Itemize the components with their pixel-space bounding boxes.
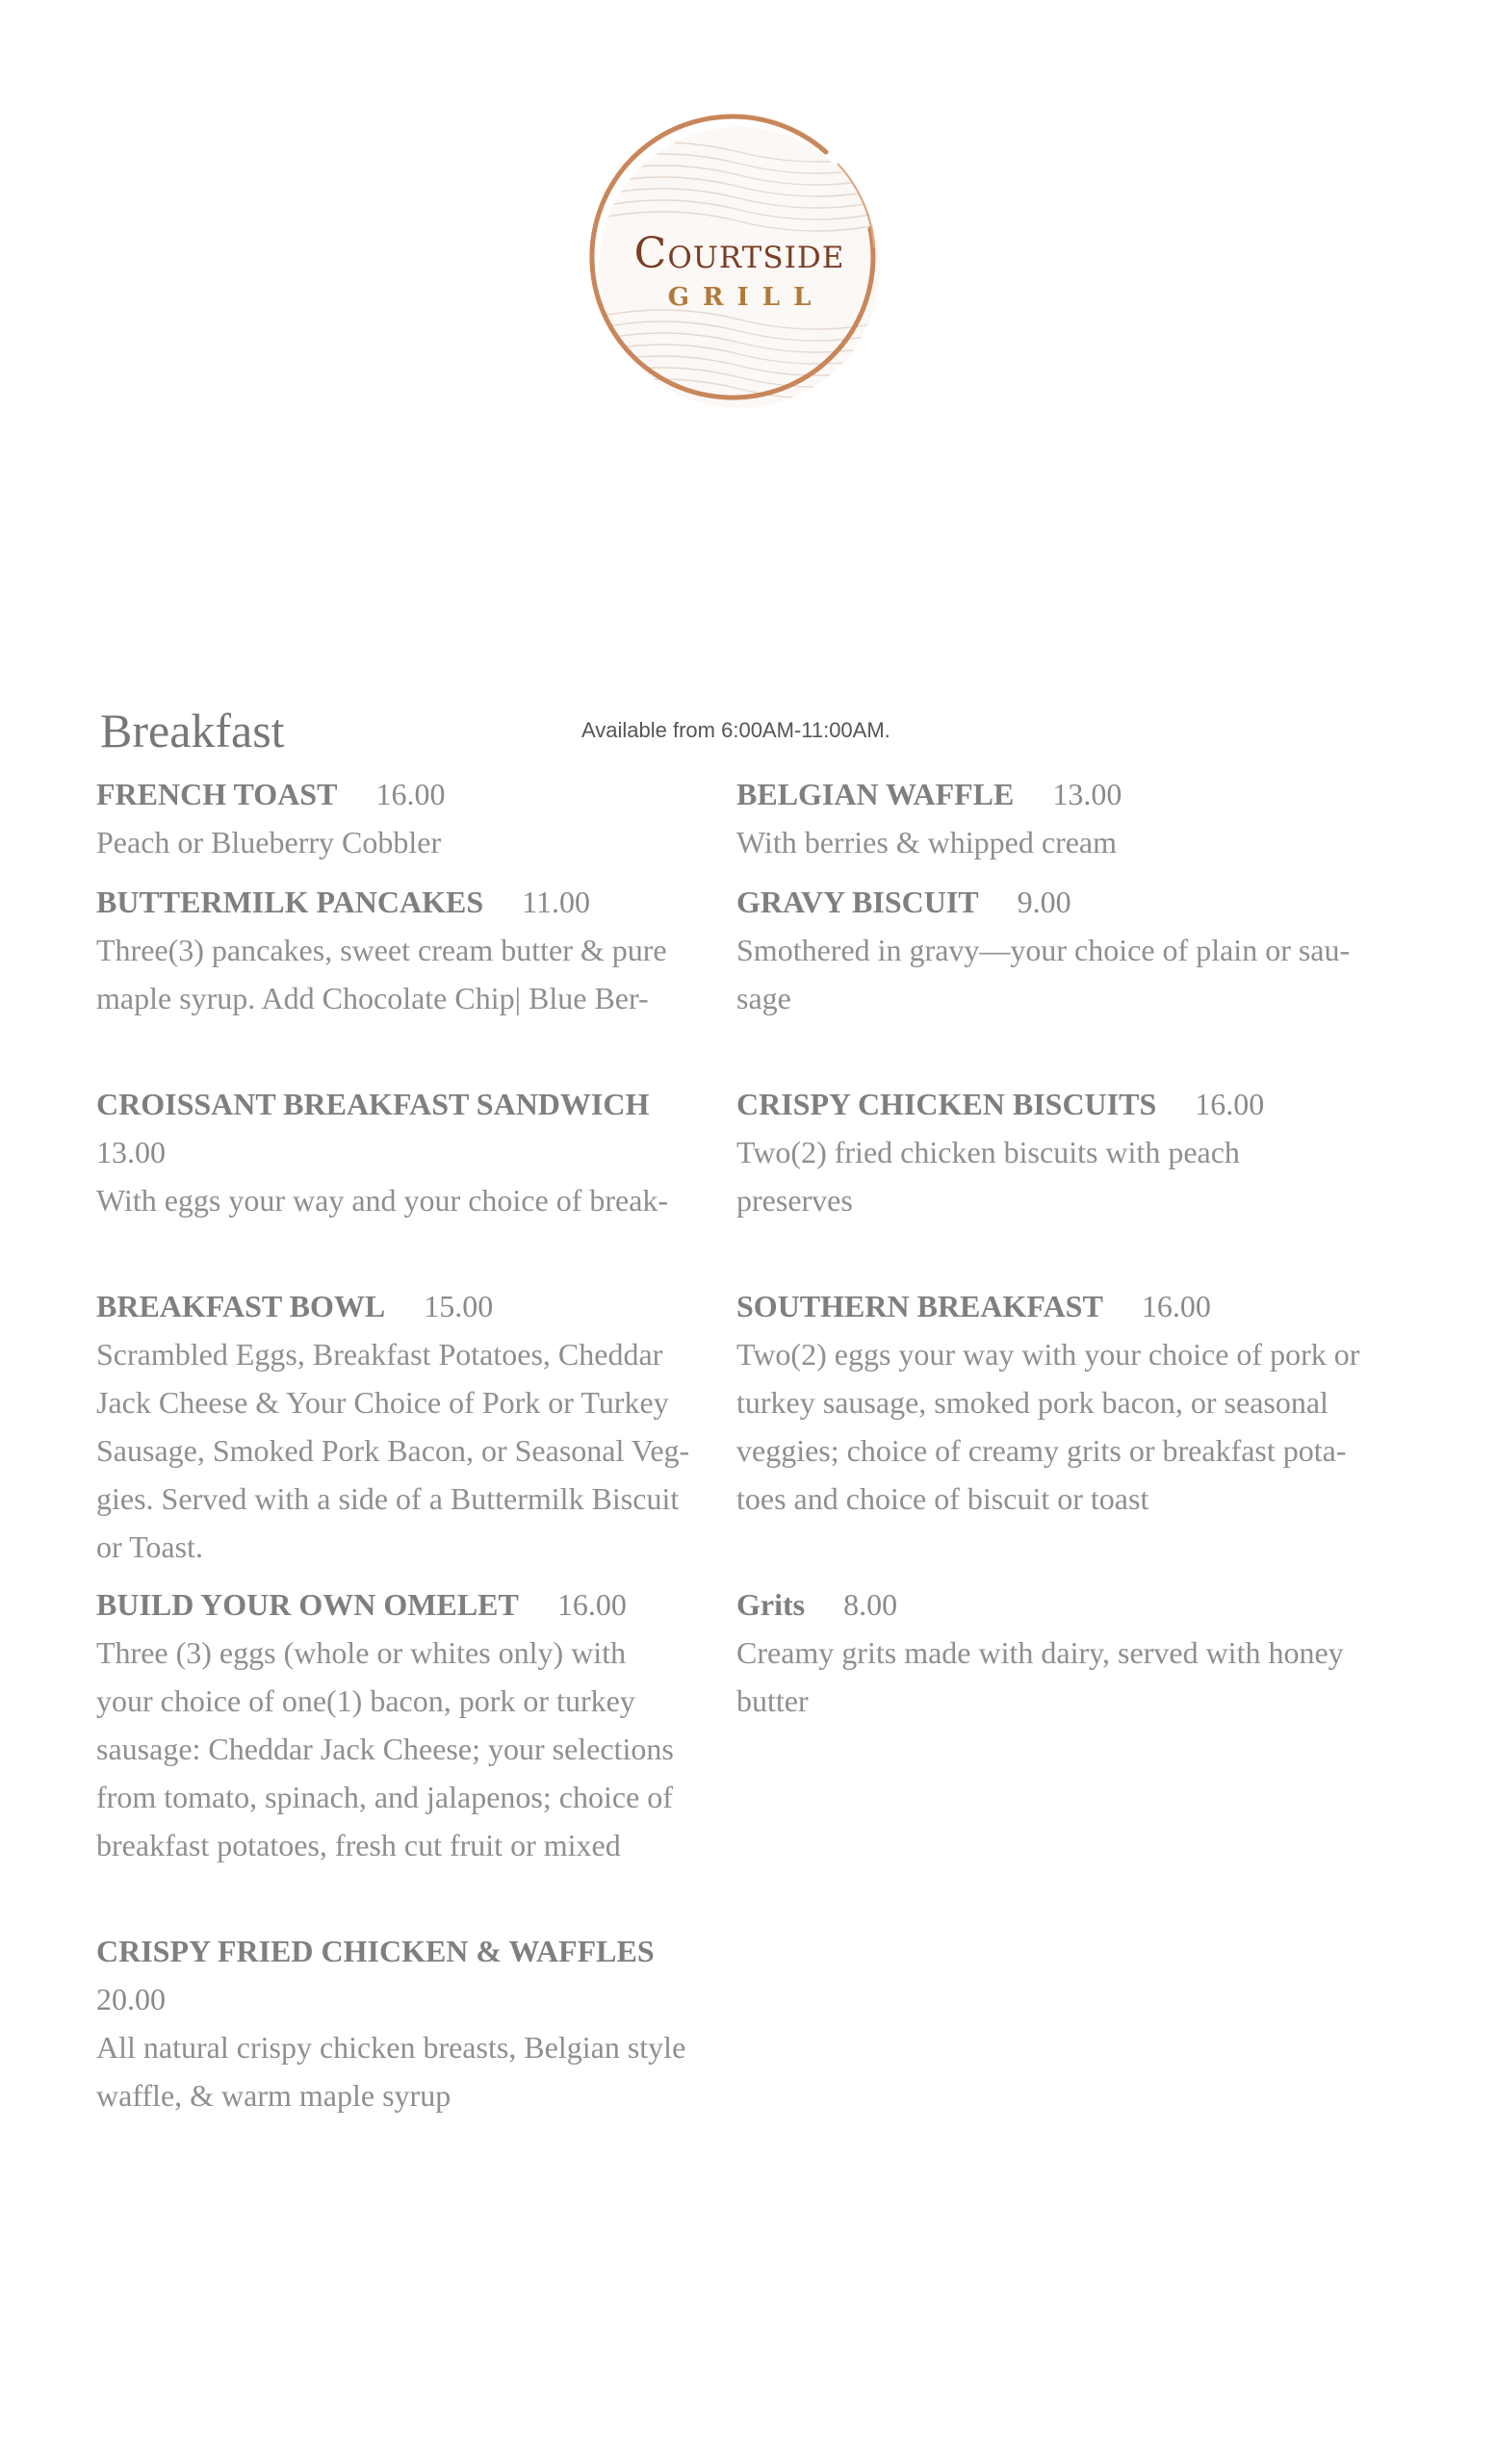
item-price: 11.00 — [522, 885, 590, 919]
restaurant-logo — [585, 114, 893, 422]
item-name: CRISPY CHICKEN BISCUITS — [736, 1087, 1157, 1121]
item-description: With berries & whipped cream — [736, 825, 1118, 860]
item-description-line: maple syrup. Add Chocolate Chip| Blue Ber- — [96, 981, 649, 1015]
item-price: 16.00 — [375, 777, 446, 811]
item-price: 16.00 — [1195, 1087, 1265, 1121]
item-description-line: gies. Served with a side of a Buttermilk Biscuit — [96, 1481, 680, 1516]
menu-item-southern-breakfast — [736, 1282, 1410, 1523]
item-description-line: All natural crispy chicken breasts, Belgian style — [96, 2030, 686, 2065]
item-name: Grits — [736, 1587, 806, 1622]
item-description-line: butter — [736, 1683, 809, 1718]
item-price: 16.00 — [556, 1587, 627, 1622]
item-description-line: Scrambled Eggs, Breakfast Potatoes, Cheddar — [96, 1337, 663, 1372]
item-name: BREAKFAST BOWL — [96, 1289, 386, 1323]
item-description-line: sage — [736, 981, 791, 1015]
item-description-line: Three (3) eggs (whole or whites only) with — [96, 1635, 627, 1670]
menu-item-gravy-biscuit — [736, 878, 1410, 1022]
item-description-line: Two(2) eggs your way with your choice of pork or — [736, 1337, 1360, 1372]
item-description: With eggs your way and your choice of break- — [96, 1183, 669, 1218]
menu-item-belgian-waffle — [736, 770, 1410, 866]
item-description-line: Smothered in gravy—your choice of plain or sau- — [736, 933, 1351, 967]
item-description-line: turkey sausage, smoked pork bacon, or seasonal — [736, 1385, 1328, 1420]
item-name: BUTTERMILK PANCAKES — [96, 885, 484, 919]
item-description-line: sausage: Cheddar Jack Cheese; your selections — [96, 1732, 674, 1766]
section-title: Breakfast — [100, 704, 285, 757]
menu-item-chicken-waffles — [96, 1927, 732, 2119]
menu-item-breakfast-bowl — [96, 1282, 732, 1571]
item-name: BUILD YOUR OWN OMELET — [96, 1587, 519, 1622]
menu-item-build-omelet — [96, 1580, 732, 1869]
item-description-line: Jack Cheese & Your Choice of Pork or Turkey — [96, 1385, 669, 1420]
item-price: 20.00 — [96, 1982, 166, 2016]
item-description-line: veggies; choice of creamy grits or breakfast pota- — [736, 1433, 1347, 1468]
item-name: CRISPY FRIED CHICKEN & WAFFLES — [96, 1934, 655, 1968]
item-description-line: Creamy grits made with dairy, served with honey — [736, 1635, 1344, 1670]
logo-subtitle: GRILL — [667, 283, 825, 312]
item-name: SOUTHERN BREAKFAST — [736, 1289, 1103, 1323]
menu-item-chicken-biscuits — [736, 1080, 1410, 1224]
item-description-line: toes and choice of biscuit or toast — [736, 1481, 1149, 1516]
item-description-line: breakfast potatoes, fresh cut fruit or mixed — [96, 1828, 621, 1862]
menu-item-french-toast — [96, 770, 732, 866]
item-description-line: Three(3) pancakes, sweet cream butter & pure — [96, 933, 667, 967]
menu-item-croissant-sandwich — [96, 1080, 732, 1224]
item-description-line: waffle, & warm maple syrup — [96, 2078, 451, 2113]
item-description-line: Sausage, Smoked Pork Bacon, or Seasonal Veg- — [96, 1433, 690, 1468]
availability-note: Available from 6:00AM-11:00AM. — [581, 718, 890, 742]
item-name: BELGIAN WAFFLE — [736, 777, 1015, 811]
item-description-line: Two(2) fried chicken biscuits with peach — [736, 1135, 1240, 1169]
item-description-line: your choice of one(1) bacon, pork or turkey — [96, 1683, 635, 1718]
item-price: 15.00 — [424, 1289, 494, 1323]
item-description-line: preserves — [736, 1183, 853, 1218]
item-name: FRENCH TOAST — [96, 777, 338, 811]
item-description-line: or Toast. — [96, 1529, 203, 1564]
menu-item-grits — [736, 1580, 1410, 1725]
item-price: 16.00 — [1141, 1289, 1211, 1323]
item-name: GRAVY BISCUIT — [736, 885, 979, 919]
item-description: Peach or Blueberry Cobbler — [96, 825, 442, 860]
item-price: 8.00 — [843, 1587, 898, 1622]
item-name: CROISSANT BREAKFAST SANDWICH — [96, 1087, 650, 1121]
item-description-line: from tomato, spinach, and jalapenos; choice of — [96, 1780, 673, 1814]
item-price: 13.00 — [96, 1135, 166, 1169]
menu-item-buttermilk-pancakes — [96, 878, 732, 1022]
item-price: 9.00 — [1017, 885, 1071, 919]
logo-wordmark: Courtside — [633, 229, 845, 278]
item-price: 13.00 — [1052, 777, 1122, 811]
